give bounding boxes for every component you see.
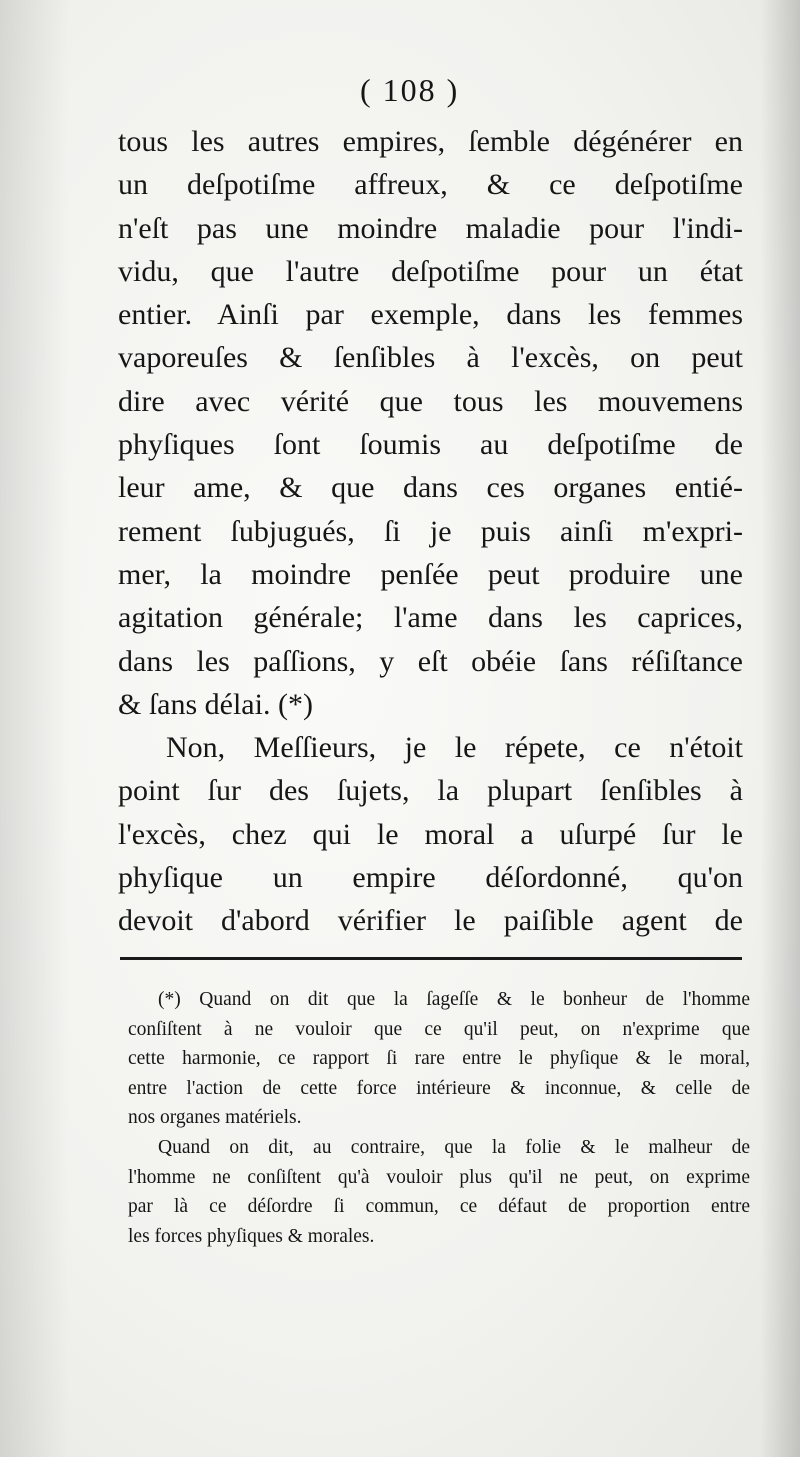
text-line: & ſans délai. (*): [118, 687, 313, 721]
text-line: un deſpotiſme affreux, & ce deſpotiſme: [118, 168, 743, 202]
paragraph-start-line: Non, Meſſieurs, je le répete, ce n'étoit: [166, 731, 743, 765]
main-text: [118, 120, 743, 943]
text-line: entier. Ainſi par exemple, dans les femmes: [118, 298, 743, 332]
footnote-line: entre l'action de cette force intérieure & inconnue, & celle de: [128, 1077, 750, 1099]
footnote-line: l'homme ne conſiſtent qu'à vouloir plus qu'il ne peut, on exprime: [128, 1166, 750, 1188]
text-line: vidu, que l'autre deſpotiſme pour un état: [118, 254, 743, 288]
footnote-line: nos organes matériels.: [128, 1107, 302, 1129]
text-line: dans les paſſions, y eſt obéie ſans réſiſtance: [118, 644, 743, 678]
footnote-line: les forces phyſiques & morales.: [128, 1225, 375, 1247]
page-gutter-shadow: [0, 0, 70, 1457]
footnote-line: par là ce déſordre ſi commun, ce défaut de proportion entre: [128, 1196, 750, 1218]
text-line: vaporeuſes & ſenſibles à l'excès, on peut: [118, 341, 743, 375]
text-line: mer, la moindre penſée peut produire une: [118, 557, 743, 591]
text-line: tous les autres empires, ſemble dégénérer en: [118, 125, 743, 158]
footnote-block: [128, 985, 750, 1251]
text-line: devoit d'abord vérifier le paiſible agent de: [118, 904, 743, 938]
page-edge-shadow: [760, 0, 800, 1457]
text-line: phyſiques ſont ſoumis au deſpotiſme de: [118, 428, 743, 462]
footnote-line: (*) Quand on dit que la ſageſſe & le bonheur de l'homme: [158, 989, 750, 1010]
text-line: point ſur des ſujets, la plupart ſenſibles à: [118, 774, 743, 808]
footnote-divider: [120, 957, 742, 960]
text-line: dire avec vérité que tous les mouvemens: [118, 384, 743, 418]
footnote-line: conſiſtent à ne vouloir que ce qu'il peut, on n'exprime que: [128, 1018, 750, 1040]
page-number: ( 108 ): [360, 72, 460, 108]
text-line: agitation générale; l'ame dans les caprices,: [118, 601, 743, 635]
text-line: leur ame, & que dans ces organes entié-: [118, 471, 743, 505]
text-line: rement ſubjugués, ſi je puis ainſi m'expri-: [118, 514, 743, 548]
text-line: l'excès, chez qui le moral a uſurpé ſur le: [118, 817, 743, 851]
text-line: n'eſt pas une moindre maladie pour l'indi-: [118, 211, 743, 245]
footnote-line: Quand on dit, au contraire, que la folie & le malheur de: [158, 1136, 750, 1158]
text-line: phyſique un empire déſordonné, qu'on: [118, 861, 743, 895]
footnote-line: cette harmonie, ce rapport ſi rare entre le phyſique & le moral,: [128, 1048, 750, 1070]
